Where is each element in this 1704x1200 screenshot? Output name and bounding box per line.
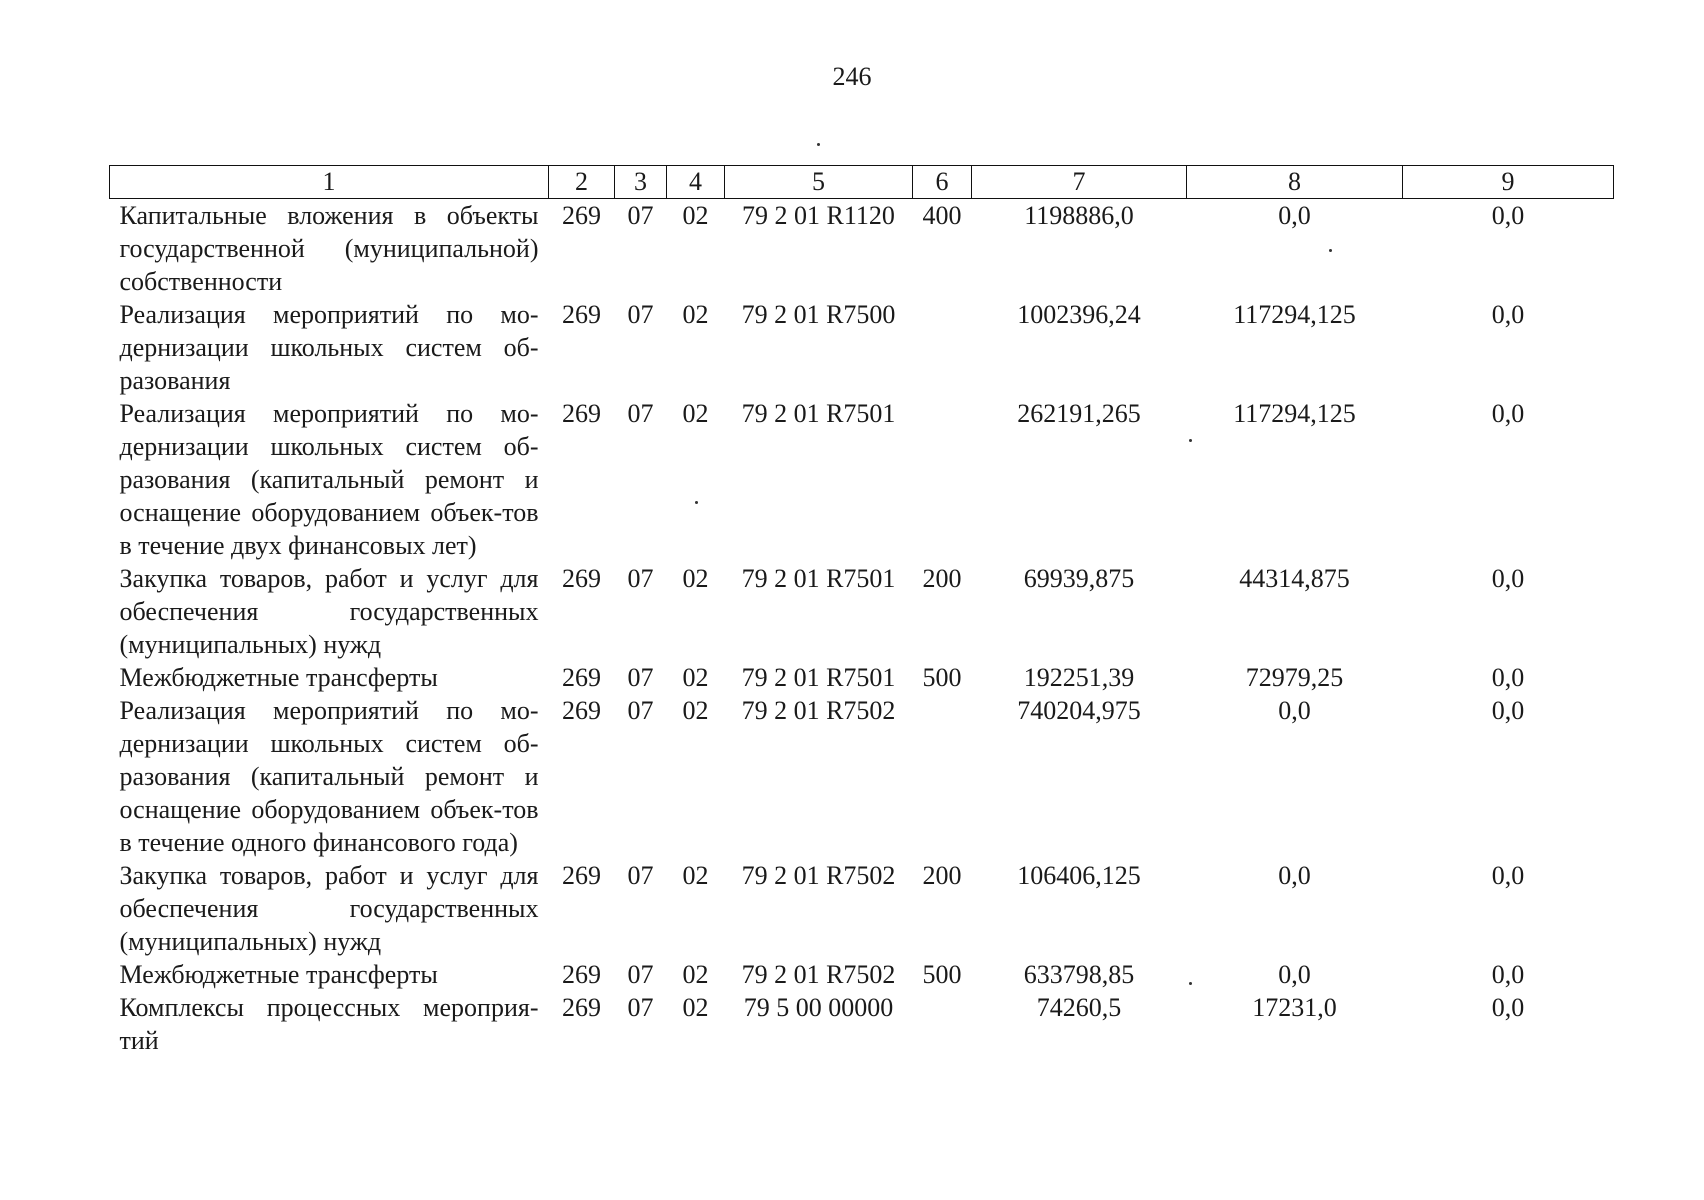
table-row (110, 991, 1614, 1057)
cell-amount-3: 0,0 (1491, 399, 1525, 428)
cell-target-code: 79 2 01 R7502 (741, 960, 896, 989)
header-row (110, 166, 1614, 199)
row-name: Реализация мероприятий по мо-дернизации школьных систем об-разования (капитальный ремонт и оснащение оборудованием объек-тов в течение одного финансового года) (119, 696, 539, 857)
column-header: 9 (1403, 166, 1614, 199)
cell-amount-3: 0,0 (1491, 696, 1525, 725)
column-header: 4 (667, 166, 725, 199)
cell-ministry: 269 (562, 861, 601, 890)
cell-section: 07 (627, 993, 654, 1022)
row-name: Капитальные вложения в объекты государственной (муниципальной) собственности (119, 201, 539, 296)
cell-subsection: 02 (682, 960, 709, 989)
cell-section: 07 (627, 663, 654, 692)
cell-amount-3: 0,0 (1491, 300, 1525, 329)
cell-ministry: 269 (562, 201, 601, 230)
cell-amount-2: 0,0 (1278, 960, 1311, 989)
cell-target-code: 79 5 00 00000 (743, 993, 894, 1022)
cell-expense-type: 200 (922, 564, 962, 593)
cell-subsection: 02 (682, 861, 709, 890)
cell-ministry: 269 (562, 696, 601, 725)
cell-expense-type (913, 694, 972, 859)
page-number: 246 (832, 62, 872, 91)
cell-target-code: 79 2 01 R7502 (741, 861, 896, 890)
cell-subsection: 02 (682, 993, 709, 1022)
cell-subsection: 02 (682, 300, 709, 329)
cell-amount-2: 117294,125 (1233, 399, 1356, 428)
cell-amount-1: 69939,875 (1023, 564, 1135, 593)
cell-subsection: 02 (682, 564, 709, 593)
cell-section: 07 (627, 201, 654, 230)
cell-amount-2: 0,0 (1278, 201, 1311, 230)
cell-amount-3: 0,0 (1491, 993, 1525, 1022)
row-name: Межбюджетные трансферты (119, 663, 438, 692)
row-name: Реализация мероприятий по мо-дернизации школьных систем об-разования (капитальный ремонт и оснащение оборудованием объек-тов в течение двух финансовых лет) (119, 399, 539, 560)
column-header: 1 (110, 166, 549, 199)
cell-expense-type: 500 (922, 663, 962, 692)
cell-expense-type (913, 298, 972, 397)
cell-amount-2: 0,0 (1278, 696, 1311, 725)
cell-expense-type: 200 (922, 861, 962, 890)
cell-ministry: 269 (562, 960, 601, 989)
cell-target-code: 79 2 01 R7502 (741, 696, 896, 725)
table-row (110, 694, 1614, 859)
cell-amount-1: 1198886,0 (1024, 201, 1134, 230)
cell-subsection: 02 (682, 696, 709, 725)
budget-table (109, 165, 1614, 1057)
scan-speck (817, 143, 820, 146)
cell-expense-type (913, 397, 972, 562)
cell-target-code: 79 2 01 R7501 (741, 663, 896, 692)
table-body (110, 199, 1614, 1058)
column-header: 3 (615, 166, 667, 199)
cell-section: 07 (627, 960, 654, 989)
column-header: 7 (972, 166, 1187, 199)
cell-section: 07 (627, 399, 654, 428)
row-name: Закупка товаров, работ и услуг для обеспечения государственных (муниципальных) нужд (119, 861, 539, 956)
cell-subsection: 02 (682, 663, 709, 692)
cell-subsection: 02 (682, 201, 709, 230)
column-header: 8 (1187, 166, 1403, 199)
table-row (110, 661, 1614, 694)
cell-expense-type (913, 991, 972, 1057)
cell-amount-1: 192251,39 (1023, 663, 1135, 692)
cell-amount-2: 72979,25 (1245, 663, 1344, 692)
cell-amount-3: 0,0 (1491, 201, 1525, 230)
row-name: Комплексы процессных мероприя-тий (119, 993, 539, 1055)
row-name: Закупка товаров, работ и услуг для обеспечения государственных (муниципальных) нужд (119, 564, 539, 659)
cell-amount-2: 0,0 (1278, 861, 1311, 890)
table-row (110, 859, 1614, 958)
row-name: Межбюджетные трансферты (119, 960, 438, 989)
cell-amount-3: 0,0 (1491, 564, 1525, 593)
cell-amount-3: 0,0 (1491, 663, 1525, 692)
cell-amount-2: 17231,0 (1252, 993, 1337, 1022)
column-header: 6 (913, 166, 972, 199)
cell-target-code: 79 2 01 R7501 (741, 564, 896, 593)
cell-ministry: 269 (562, 564, 601, 593)
cell-amount-1: 106406,125 (1017, 861, 1141, 890)
cell-amount-1: 1002396,24 (1017, 300, 1141, 329)
cell-amount-3: 0,0 (1491, 861, 1525, 890)
table-row (110, 958, 1614, 991)
cell-amount-1: 262191,265 (1017, 399, 1141, 428)
row-name: Реализация мероприятий по мо-дернизации школьных систем об-разования (119, 300, 539, 395)
cell-ministry: 269 (562, 300, 601, 329)
cell-target-code: 79 2 01 R7501 (741, 399, 896, 428)
cell-subsection: 02 (682, 399, 709, 428)
cell-expense-type: 400 (922, 201, 962, 230)
table-row (110, 562, 1614, 661)
table-row (110, 298, 1614, 397)
cell-section: 07 (627, 300, 654, 329)
cell-amount-3: 0,0 (1491, 960, 1525, 989)
cell-target-code: 79 2 01 R1120 (742, 201, 895, 230)
cell-section: 07 (627, 696, 654, 725)
column-header: 5 (725, 166, 913, 199)
cell-expense-type: 500 (922, 960, 962, 989)
cell-amount-1: 74260,5 (1036, 993, 1122, 1022)
cell-ministry: 269 (562, 399, 601, 428)
table-row (110, 199, 1614, 299)
cell-amount-2: 44314,875 (1239, 564, 1350, 593)
cell-section: 07 (627, 861, 654, 890)
cell-amount-1: 740204,975 (1017, 696, 1141, 725)
table-header (110, 166, 1614, 199)
column-header: 2 (549, 166, 615, 199)
cell-target-code: 79 2 01 R7500 (741, 300, 896, 329)
cell-amount-1: 633798,85 (1023, 960, 1135, 989)
table-row (110, 397, 1614, 562)
cell-amount-2: 117294,125 (1233, 300, 1356, 329)
cell-ministry: 269 (562, 663, 601, 692)
cell-ministry: 269 (562, 993, 601, 1022)
cell-section: 07 (627, 564, 654, 593)
